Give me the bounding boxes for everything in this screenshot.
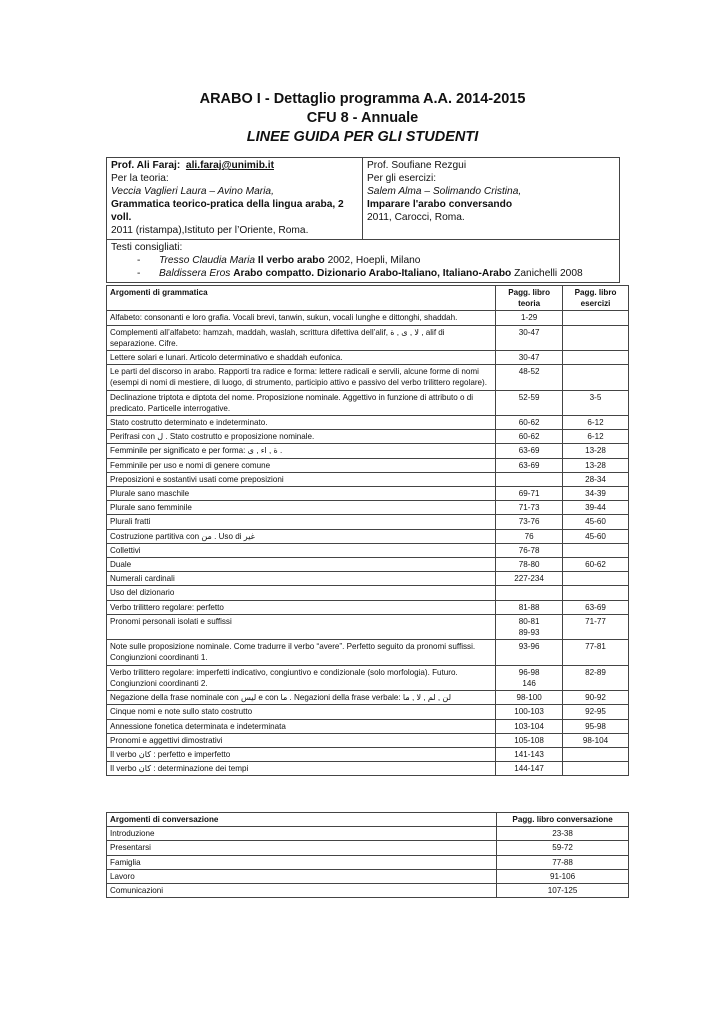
grammar-cell-topic: Uso del dizionario: [107, 586, 496, 600]
grammar-cell-topic: Collettivi: [107, 543, 496, 557]
grammar-cell-teoria: 30-47: [496, 351, 563, 365]
table-row: [107, 416, 629, 430]
grammar-cell-esercizi: 98-104: [563, 733, 629, 747]
grammar-exercise-pages-header: Pagg. libro esercizi: [563, 286, 629, 311]
grammar-cell-esercizi: 3-5: [563, 390, 629, 415]
conversation-cell-topic: Comunicazioni: [107, 884, 497, 898]
grammar-cell-topic: Plurali fratti: [107, 515, 496, 529]
grammar-cell-teoria: 30-47: [496, 325, 563, 350]
prof-faraj-label: Prof. Ali Faraj:: [111, 160, 181, 171]
theory-book-title: Grammatica teorico-pratica della lingua araba, 2 voll.: [111, 199, 344, 223]
table-row: [107, 515, 629, 529]
exercise-label: Per gli esercizi:: [367, 173, 437, 184]
conversation-topic-header: Argomenti di conversazione: [107, 813, 497, 827]
conversation-cell-topic: Famiglia: [107, 855, 497, 869]
recommended-ref-2: - Baldissera Eros Arabo compatto. Dizionario Arabo-Italiano, Italiano-Arabo Zanichelli 2008: [137, 268, 583, 279]
table-row: [107, 572, 629, 586]
grammar-cell-esercizi: [563, 351, 629, 365]
grammar-cell-teoria: 227-234: [496, 572, 563, 586]
grammar-cell-esercizi: [563, 365, 629, 390]
conversation-cell-topic: Introduzione: [107, 827, 497, 841]
grammar-cell-topic: Femminile per uso e nomi di genere comune: [107, 458, 496, 472]
conversation-cell-topic: Presentarsi: [107, 841, 497, 855]
grammar-cell-teoria: 96-98 146: [496, 665, 563, 690]
ref-1-title: Il verbo arabo: [257, 255, 325, 266]
grammar-cell-esercizi: 34-39: [563, 487, 629, 501]
ref-2-publisher: Zanichelli 2008: [514, 268, 583, 279]
conversation-cell-pages: 107-125: [497, 884, 629, 898]
grammar-cell-esercizi: [563, 311, 629, 325]
grammar-cell-esercizi: 39-44: [563, 501, 629, 515]
table-row: [107, 529, 629, 543]
grammar-cell-esercizi: [563, 325, 629, 350]
conversation-cell-pages: 91-106: [497, 869, 629, 883]
grammar-cell-topic: Femminile per significato e per forma: ة , اء , ى .: [107, 444, 496, 458]
theory-book-edition: 2011 (ristampa),Istituto per l’Oriente, Roma.: [111, 225, 309, 236]
grammar-cell-topic: Cinque nomi e note sullo stato costrutto: [107, 705, 496, 719]
grammar-cell-esercizi: 90-92: [563, 691, 629, 705]
grammar-cell-topic: Le parti del discorso in arabo. Rapporti tra radice e forma: lettere radicali e servili, alcune forme di nomi (esempi di nomi di mestiere, di luogo, di strumento, participio attivo e passivo del verbo trilittero regolare).: [107, 365, 496, 390]
conversation-cell-pages: 77-88: [497, 855, 629, 869]
table-row: [107, 365, 629, 390]
exercise-book-title: Imparare l'arabo conversando: [367, 199, 513, 210]
prof-rezgui-label: Prof. Soufiane Rezgui: [367, 160, 467, 171]
grammar-cell-teoria: [496, 586, 563, 600]
grammar-cell-teoria: 76: [496, 529, 563, 543]
grammar-cell-esercizi: 6-12: [563, 416, 629, 430]
grammar-cell-topic: Preposizioni e sostantivi usati come preposizioni: [107, 472, 496, 486]
grammar-cell-teoria: 60-62: [496, 430, 563, 444]
grammar-cell-teoria: 52-59: [496, 390, 563, 415]
grammar-cell-esercizi: 60-62: [563, 558, 629, 572]
table-row: [107, 600, 629, 614]
grammar-cell-esercizi: 82-89: [563, 665, 629, 690]
grammar-table-body: [107, 311, 629, 776]
grammar-cell-topic: Pronomi personali isolati e suffissi: [107, 614, 496, 639]
grammar-cell-teoria: 76-78: [496, 543, 563, 557]
grammar-cell-teoria: 98-100: [496, 691, 563, 705]
table-row: [107, 827, 629, 841]
grammar-cell-teoria: 63-69: [496, 444, 563, 458]
table-row: [107, 311, 629, 325]
exercise-book-edition: 2011, Carocci, Roma.: [367, 212, 465, 223]
conversation-table-header: [107, 813, 629, 827]
grammar-cell-topic: Il verbo كان : perfetto e imperfetto: [107, 747, 496, 761]
prof-faraj-email-link[interactable]: ali.faraj@unimib.it: [185, 160, 274, 171]
table-row: [107, 665, 629, 690]
grammar-theory-pages-header: Pagg. libro teoria: [496, 286, 563, 311]
grammar-cell-topic: Costruzione partitiva con من . Uso di غير: [107, 529, 496, 543]
ref-2-title: Arabo compatto. Dizionario Arabo-Italiano, Italiano-Arabo: [233, 268, 512, 279]
grammar-cell-teoria: 93-96: [496, 640, 563, 665]
table-row: [107, 444, 629, 458]
conversation-cell-pages: 23-38: [497, 827, 629, 841]
grammar-cell-teoria: 100-103: [496, 705, 563, 719]
table-row: [107, 747, 629, 761]
table-row: [107, 762, 629, 776]
grammar-cell-topic: Verbo trilittero regolare: perfetto: [107, 600, 496, 614]
grammar-cell-teoria: 1-29: [496, 311, 563, 325]
table-row: [107, 458, 629, 472]
teacher-exercise-column: [363, 158, 619, 239]
grammar-cell-teoria: 81-88: [496, 600, 563, 614]
grammar-cell-esercizi: 77-81: [563, 640, 629, 665]
teacher-theory-column: [107, 158, 363, 239]
table-row: [107, 691, 629, 705]
grammar-cell-esercizi: 71-77: [563, 614, 629, 639]
grammar-cell-esercizi: [563, 747, 629, 761]
grammar-cell-topic: Negazione della frase nominale con ليس e con ما . Negazioni della frase verbale: لن , لم , لا , ما: [107, 691, 496, 705]
conversation-cell-pages: 59-72: [497, 841, 629, 855]
exercise-authors: Salem Alma – Solimando Cristina,: [367, 186, 522, 197]
grammar-table: [106, 285, 629, 776]
grammar-cell-teoria: 71-73: [496, 501, 563, 515]
table-row: [107, 719, 629, 733]
grammar-cell-esercizi: 28-34: [563, 472, 629, 486]
grammar-cell-topic: Plurale sano maschile: [107, 487, 496, 501]
grammar-cell-topic: Note sulle proposizione nominale. Come tradurre il verbo “avere”. Perfetto seguito da pronomi suffissi. Congiunzioni coordinanti 1.: [107, 640, 496, 665]
grammar-cell-topic: Complementi all’alfabeto: hamzah, maddah, waslah, scrittura difettiva dell’alif, لا , ى , ة , alif di separazione. Cifre.: [107, 325, 496, 350]
grammar-cell-esercizi: 13-28: [563, 458, 629, 472]
conversation-table-body: [107, 827, 629, 898]
grammar-table-header: [107, 286, 629, 311]
grammar-cell-teoria: 141-143: [496, 747, 563, 761]
grammar-cell-teoria: 103-104: [496, 719, 563, 733]
table-row: [107, 325, 629, 350]
title-line-1: ARABO I - Dettaglio programma A.A. 2014-2015: [199, 91, 526, 107]
grammar-cell-esercizi: 6-12: [563, 430, 629, 444]
grammar-cell-topic: Stato costrutto determinato e indeterminato.: [107, 416, 496, 430]
grammar-cell-topic: Duale: [107, 558, 496, 572]
grammar-cell-topic: Declinazione triptota e diptota del nome. Proposizione nominale. Aggettivo in funzione di attributo o di predicato. Particelle interrogative.: [107, 390, 496, 415]
table-row: [107, 487, 629, 501]
conversation-table: [106, 812, 629, 898]
conversation-pages-header: Pagg. libro conversazione: [497, 813, 629, 827]
table-row: [107, 614, 629, 639]
grammar-cell-teoria: 60-62: [496, 416, 563, 430]
ref-1-author: Tresso Claudia Maria: [159, 255, 256, 266]
table-row: [107, 351, 629, 365]
grammar-cell-esercizi: [563, 586, 629, 600]
grammar-cell-esercizi: [563, 543, 629, 557]
grammar-cell-esercizi: 63-69: [563, 600, 629, 614]
theory-label: Per la teoria:: [111, 173, 169, 184]
table-row: [107, 472, 629, 486]
recommended-texts: [107, 239, 619, 282]
document-title: [0, 90, 725, 147]
table-row: [107, 430, 629, 444]
table-row: [107, 390, 629, 415]
grammar-cell-topic: Lettere solari e lunari. Articolo determinativo e shaddah eufonica.: [107, 351, 496, 365]
grammar-cell-esercizi: 45-60: [563, 515, 629, 529]
grammar-cell-teoria: 78-80: [496, 558, 563, 572]
table-row: [107, 855, 629, 869]
grammar-cell-topic: Il verbo كان : determinazione dei tempi: [107, 762, 496, 776]
recommended-ref-1: - Tresso Claudia Maria Il verbo arabo 2002, Hoepli, Milano: [137, 255, 421, 266]
course-info-box: [106, 157, 620, 283]
grammar-cell-esercizi: 92-95: [563, 705, 629, 719]
grammar-cell-esercizi: 95-98: [563, 719, 629, 733]
title-line-3: LINEE GUIDA PER GLI STUDENTI: [246, 129, 479, 145]
grammar-cell-topic: Pronomi e aggettivi dimostrativi: [107, 733, 496, 747]
grammar-topic-header: Argomenti di grammatica: [107, 286, 496, 311]
grammar-cell-topic: Annessione fonetica determinata e indeterminata: [107, 719, 496, 733]
grammar-cell-topic: Verbo trilittero regolare: imperfetti indicativo, congiuntivo e condizionale (solo morfologia). Futuro. Congiunzioni coordinanti 2.: [107, 665, 496, 690]
table-row: [107, 733, 629, 747]
title-line-2: CFU 8 - Annuale: [306, 110, 419, 126]
theory-authors: Veccia Vaglieri Laura – Avino Maria,: [111, 186, 274, 197]
grammar-cell-topic: Alfabeto: consonanti e loro grafia. Vocali brevi, tanwin, sukun, vocali lunghe e dittonghi, shaddah.: [107, 311, 496, 325]
table-row: [107, 640, 629, 665]
grammar-cell-teoria: 80-81 89-93: [496, 614, 563, 639]
table-row: [107, 705, 629, 719]
table-row: [107, 841, 629, 855]
grammar-cell-esercizi: [563, 762, 629, 776]
ref-1-publisher: 2002, Hoepli, Milano: [327, 255, 421, 266]
table-row: [107, 869, 629, 883]
grammar-cell-teoria: 144-147: [496, 762, 563, 776]
grammar-cell-topic: Numerali cardinali: [107, 572, 496, 586]
ref-2-author: Baldissera Eros: [159, 268, 231, 279]
table-row: [107, 586, 629, 600]
table-row: [107, 501, 629, 515]
grammar-cell-esercizi: 13-28: [563, 444, 629, 458]
grammar-cell-topic: Perifrasi con ل . Stato costrutto e proposizione nominale.: [107, 430, 496, 444]
grammar-cell-topic: Plurale sano femminile: [107, 501, 496, 515]
recommended-texts-label: Testi consigliati:: [111, 242, 183, 253]
grammar-cell-teoria: 63-69: [496, 458, 563, 472]
grammar-cell-esercizi: [563, 572, 629, 586]
grammar-cell-teoria: 105-108: [496, 733, 563, 747]
grammar-cell-teoria: 69-71: [496, 487, 563, 501]
grammar-cell-esercizi: 45-60: [563, 529, 629, 543]
table-row: [107, 558, 629, 572]
grammar-cell-teoria: 48-52: [496, 365, 563, 390]
table-row: [107, 884, 629, 898]
table-row: [107, 543, 629, 557]
grammar-cell-teoria: 73-76: [496, 515, 563, 529]
conversation-cell-topic: Lavoro: [107, 869, 497, 883]
grammar-cell-teoria: [496, 472, 563, 486]
